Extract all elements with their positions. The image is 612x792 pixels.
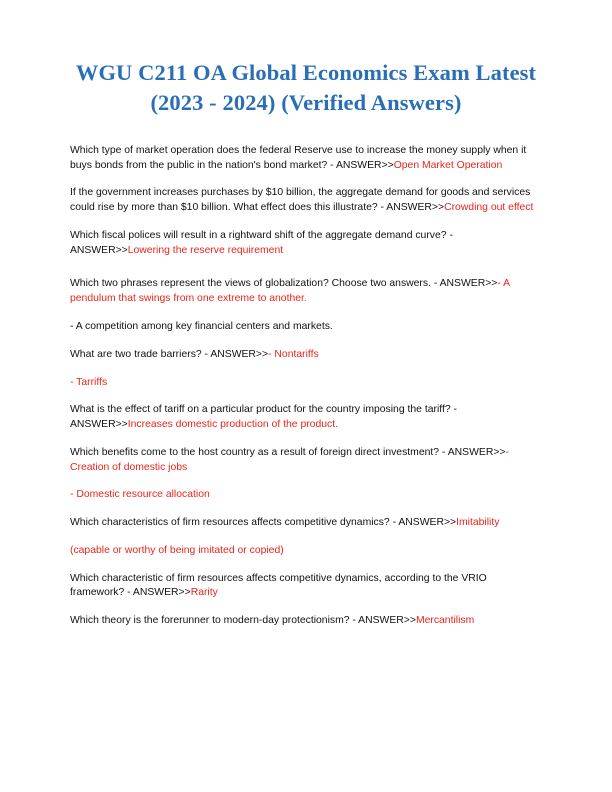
question-text: Which characteristic of firm resources affects competitive dynamics, according to the VRIO framework? - ANSWER>> [70,572,487,599]
question-text: Which type of market operation does the federal Reserve use to increase the money supply when it buys bonds from the public in the nation's bond market? - ANSWER>> [70,144,527,171]
qa-list [70,144,542,629]
question-text: Which benefits come to the host country as a result of foreign direct investment? - ANSWER>> [70,446,506,458]
question-text: Which two phrases represent the views of globalization? Choose two answers. - ANSWER>> [70,278,498,290]
answer-text: - A pendulum that swings from one extreme to another. [70,278,510,305]
answer-text: Increases domestic production of the product. [127,419,338,431]
question-text: What is the effect of tariff on a particular product for the country imposing the tariff? - ANSWER>> [70,404,457,431]
answer-text: Open Market Operation [393,159,503,171]
answer-text: Crowding out effect [444,202,534,214]
qa-block [70,614,542,629]
qa-block [70,348,542,363]
question-text: If the government increases purchases by $10 billion, the aggregate demand for goods and services could rise by more than $10 billion. What effect does this illustrate? - ANSWER>> [70,187,531,214]
answer-continuation: (capable or worthy of being imitated or copied) [70,544,284,556]
page-title: WGU C211 OA Global Economics Exam Latest (2023 - 2024) (Verified Answers) [75,60,537,115]
answer-text: Mercantilism [415,615,475,627]
answer-continuation: - Domestic resource allocation [70,489,210,501]
question-text: Which theory is the forerunner to modern-day protectionism? - ANSWER>> [70,615,416,627]
answer-text: - Creation of domestic jobs [70,446,509,473]
answer-text: Lowering the reserve requirement [127,244,284,256]
question-continuation: - A competition among key financial centers and markets. [70,320,333,332]
qa-block [70,516,542,531]
answer-text: - Nontariffs [268,348,319,360]
qa-block [70,277,542,307]
qa-block [70,186,542,216]
question-text: Which fiscal polices will result in a rightward shift of the aggregate demand curve? - ANSWER>> [70,229,453,256]
qa-block [70,229,542,259]
answer-text: Rarity [190,587,218,599]
qa-block [70,446,542,476]
answer-continuation: - Tarriffs [70,376,108,388]
question-text: Which characteristics of firm resources affects competitive dynamics? - ANSWER>> [70,517,457,529]
qa-block [70,403,542,433]
qa-block [70,572,542,602]
answer-text: Imitability [456,517,500,529]
qa-block [70,144,542,174]
question-text: What are two trade barriers? - ANSWER>> [70,348,269,360]
